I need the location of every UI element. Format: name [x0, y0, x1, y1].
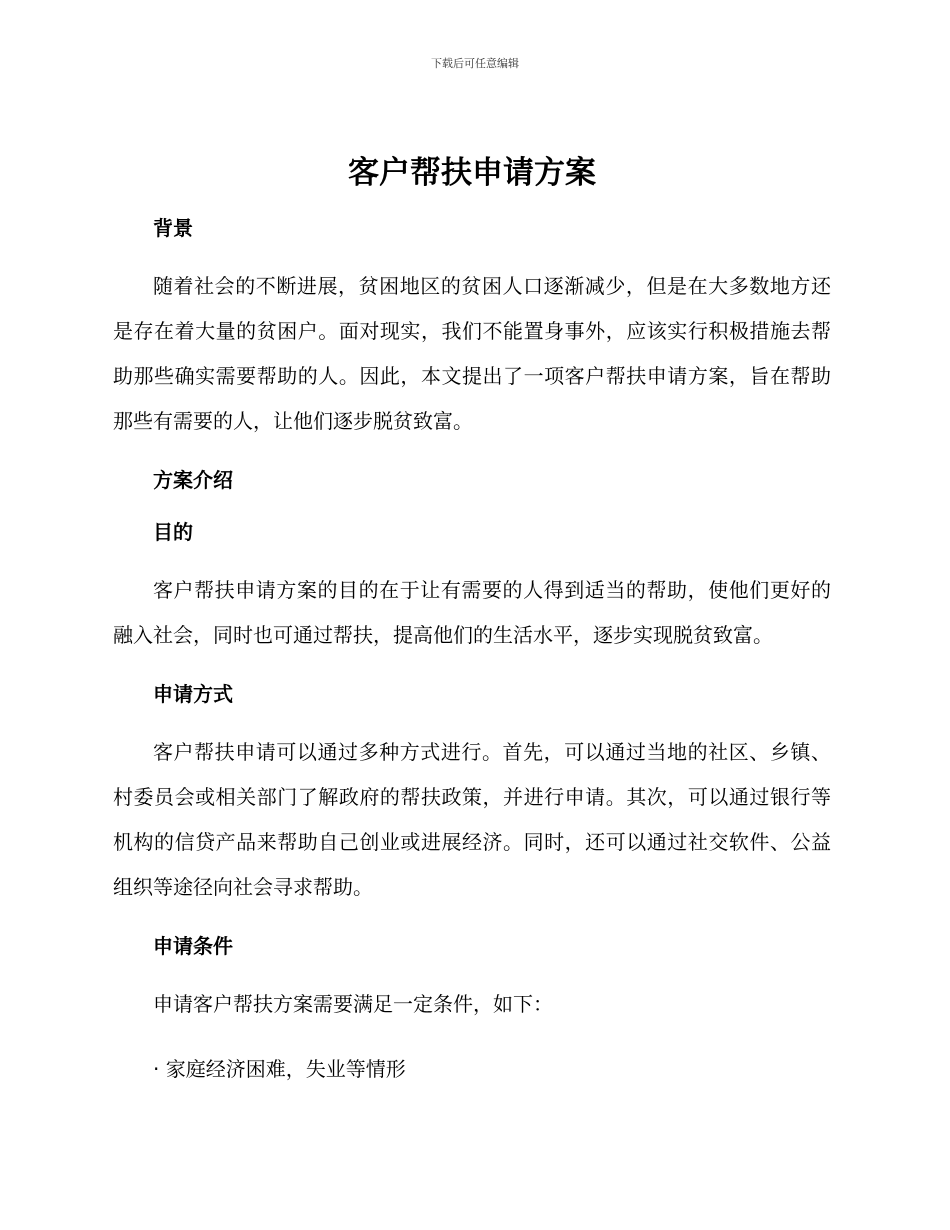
header-note: 下载后可任意编辑 — [431, 57, 519, 70]
document-title: 客户帮扶申请方案 — [348, 155, 596, 191]
section-heading-conditions: 申请条件 — [153, 934, 233, 958]
section-heading-method: 申请方式 — [153, 682, 233, 706]
paragraph-conditions: 申请客户帮扶方案需要满足一定条件，如下： — [153, 992, 553, 1016]
section-heading-background: 背景 — [153, 216, 193, 240]
paragraph-method: 客户帮扶申请可以通过多种方式进行。首先，可以通过当地的社区、乡镇、村委员会或相关部门了解政府的帮扶政策，并进行申请。其次，可以通过银行等机构的信贷产品来帮助自己创业或进展经济。同时，还可以通过社交软件、公益组织等途径向社会寻求帮助。 — [113, 740, 831, 899]
paragraph-background: 随着社会的不断进展，贫困地区的贫困人口逐渐减少，但是在大多数地方还是存在着大量的贫困户。面对现实，我们不能置身事外，应该实行积极措施去帮助那些确实需要帮助的人。因此，本文提出了一项客户帮扶申请方案，旨在帮助那些有需要的人，让他们逐步脱贫致富。 — [113, 274, 831, 433]
document-body — [113, 148, 831, 1112]
section-heading-purpose: 目的 — [153, 520, 193, 544]
paragraph-purpose: 客户帮扶申请方案的目的在于让有需要的人得到适当的帮助，使他们更好的融入社会，同时也可通过帮扶，提高他们的生活水平，逐步实现脱贫致富。 — [113, 578, 831, 647]
section-heading-intro: 方案介绍 — [153, 468, 233, 492]
list-item-condition: · 家庭经济困难，失业等情形 — [153, 1057, 406, 1081]
